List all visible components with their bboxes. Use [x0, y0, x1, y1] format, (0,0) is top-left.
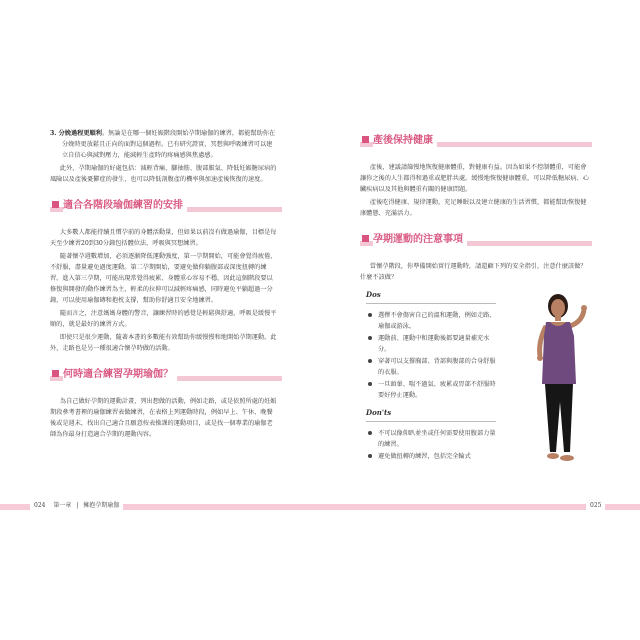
pregnant-woman-photo	[526, 292, 596, 470]
chapter-label: 第一章	[53, 502, 72, 509]
bullet-icon	[368, 336, 372, 340]
page-number: 024	[34, 502, 46, 509]
list-item	[368, 356, 500, 378]
list-item-text: 避免做扭轉的練習，包括完全輪式	[378, 453, 471, 460]
bullet-icon	[368, 313, 372, 317]
paragraph: 即使只是很少運動，隨著本書的多數能有效幫助你緩慢慢和地開始孕期運動。此外，走路也是另一種很適合懷孕時做的活動。	[50, 334, 277, 352]
section-heading-when	[50, 366, 278, 386]
list-item	[368, 333, 500, 355]
paragraph: 當懷孕階段，你準備開始實行運動時，請還顧下列的安全指引，注意什麼該做？什麼不該做？	[360, 263, 587, 281]
square-bullet-icon	[362, 235, 369, 242]
paragraph: 產後吃得健康、規律運動，充足睡眠以及建立健康的生活習慣，都能幫助恢復健康體態、充滿活力。	[360, 199, 587, 217]
dos-label: Dos	[366, 290, 381, 299]
bullet-icon	[368, 454, 372, 458]
footer-left	[30, 499, 123, 513]
dos-list	[360, 310, 500, 401]
list-item-text: 不可以像仰趴並坐或任何需要使用腹部力量的練習。	[378, 430, 496, 448]
section-heading-schedule	[50, 197, 278, 217]
paragraph-lead: 3. 分娩過程更順利	[50, 130, 102, 137]
paragraph: 隨著懷孕週數增加，必須逐漸降低運動強度，第一孕期開始，可能會覺得疲倦、不舒服，盡量避免過度運動。第二孕期開始，要避免做仰躺腹部或深度扭轉的練習。進入第三孕期，可能出現常覺得疲累、身體重心容易不穩，因此這個階段要以修復與開發的動作練習為主，輕柔的拉伸可以減輕疼痛感，同時避免平躺超過一分鐘，可以使用瑜伽磚和抱枕支撐，幫助你舒適且安全地練習。	[50, 253, 277, 304]
paragraph: 為自己做好孕期的運動計畫，列出想做的活動，例如走路，或是依照所處的妊娠期段參考書裡的瑜伽練習表做練習，在表格上列運動時段，例如早上、午休、晚餐後或是週末，找出自己適合且願意按表操課的運動項目，或是找一個專業的瑜伽老師為你最身打造適合孕期的運動內容。	[50, 398, 277, 438]
list-item-text: 一旦頭暈、喘不過氣、疲累或胃部不舒服時要好停止運動。	[378, 381, 496, 399]
paragraph	[50, 128, 278, 161]
heading-text: 孕期運動的注意事項	[373, 233, 467, 247]
list-item	[368, 310, 500, 332]
left-column	[50, 128, 278, 442]
footer-divider: |	[76, 502, 79, 509]
bullet-icon	[368, 431, 372, 435]
chapter-title: 擁抱孕期瑜伽	[83, 502, 120, 509]
paragraph-text: 。無論是在哪一個妊娠階段開始孕期瑜伽的練習，都能幫助你在分娩時更放鬆且正向的面對這個過程。已有研究證實，冥想與呼吸練習可以建立自信心與減對壓力，能減輕生產時的疼痛感與焦慮感。	[62, 130, 276, 159]
section-heading-precautions	[360, 231, 592, 251]
donts-list	[360, 428, 500, 462]
paragraph: 大多數人都能持續且慣孕前的身體活動量，但如果以前沒有做過瑜伽，目標是每天至少練習20到30分鐘包括體位法、呼吸與冥想練習。	[50, 229, 277, 247]
list-item-text: 運動前、運動中和運動後都要適量補充水分。	[378, 335, 490, 353]
bullet-icon	[368, 359, 372, 363]
heading-text: 產後保持健康	[373, 134, 437, 148]
section-heading-postpartum	[360, 132, 592, 152]
right-page	[320, 0, 640, 640]
list-item	[368, 379, 500, 401]
list-item	[368, 428, 500, 450]
square-bullet-icon	[362, 136, 369, 143]
paragraph: 隨而言之，注意媽媽身體的警音，讓練習時的感覺是輕鬆與舒適，呼吸是緩慢平順的，就是最好的練習方式。	[50, 310, 277, 328]
heading-text: 適合各階段瑜伽練習的安排	[63, 199, 187, 213]
paragraph: 產後，建議請篩慢地恢復健康體重，對健康有益。因為如果不控制體重，可能會讓你之後的人生都得和過重或肥胖共處。緩慢地恢復健康體重，可以降低糖尿病、心臟疾病以及其他與體重有關的健康問題。	[360, 164, 589, 193]
list-item-text: 選擇不會傷害自己的溫和運動，例如走路、瑜伽或游泳。	[378, 312, 496, 330]
page-number: 025	[590, 502, 602, 509]
footer-right	[586, 499, 605, 513]
bullet-icon	[368, 382, 372, 386]
paragraph: 此外，孕期瑜伽的好處包括：減輕背痛、腳抽筋、腹部脹氣、降低妊娠糖尿病的風險以及產後憂鬱症的發生，也可以降低剖腹產的機率與加速產後恢復的速度。	[50, 165, 277, 183]
dos-divider	[366, 303, 496, 304]
heading-text: 何時適合練習孕期瑜伽？	[63, 368, 177, 382]
donts-divider	[366, 421, 496, 422]
list-item	[368, 451, 500, 462]
square-bullet-icon	[52, 201, 59, 208]
square-bullet-icon	[52, 370, 59, 377]
list-item-text: 穿著可以支撐胸部、背部與腹部的合身舒服的衣服。	[378, 358, 496, 376]
donts-label: Don'ts	[366, 408, 392, 417]
